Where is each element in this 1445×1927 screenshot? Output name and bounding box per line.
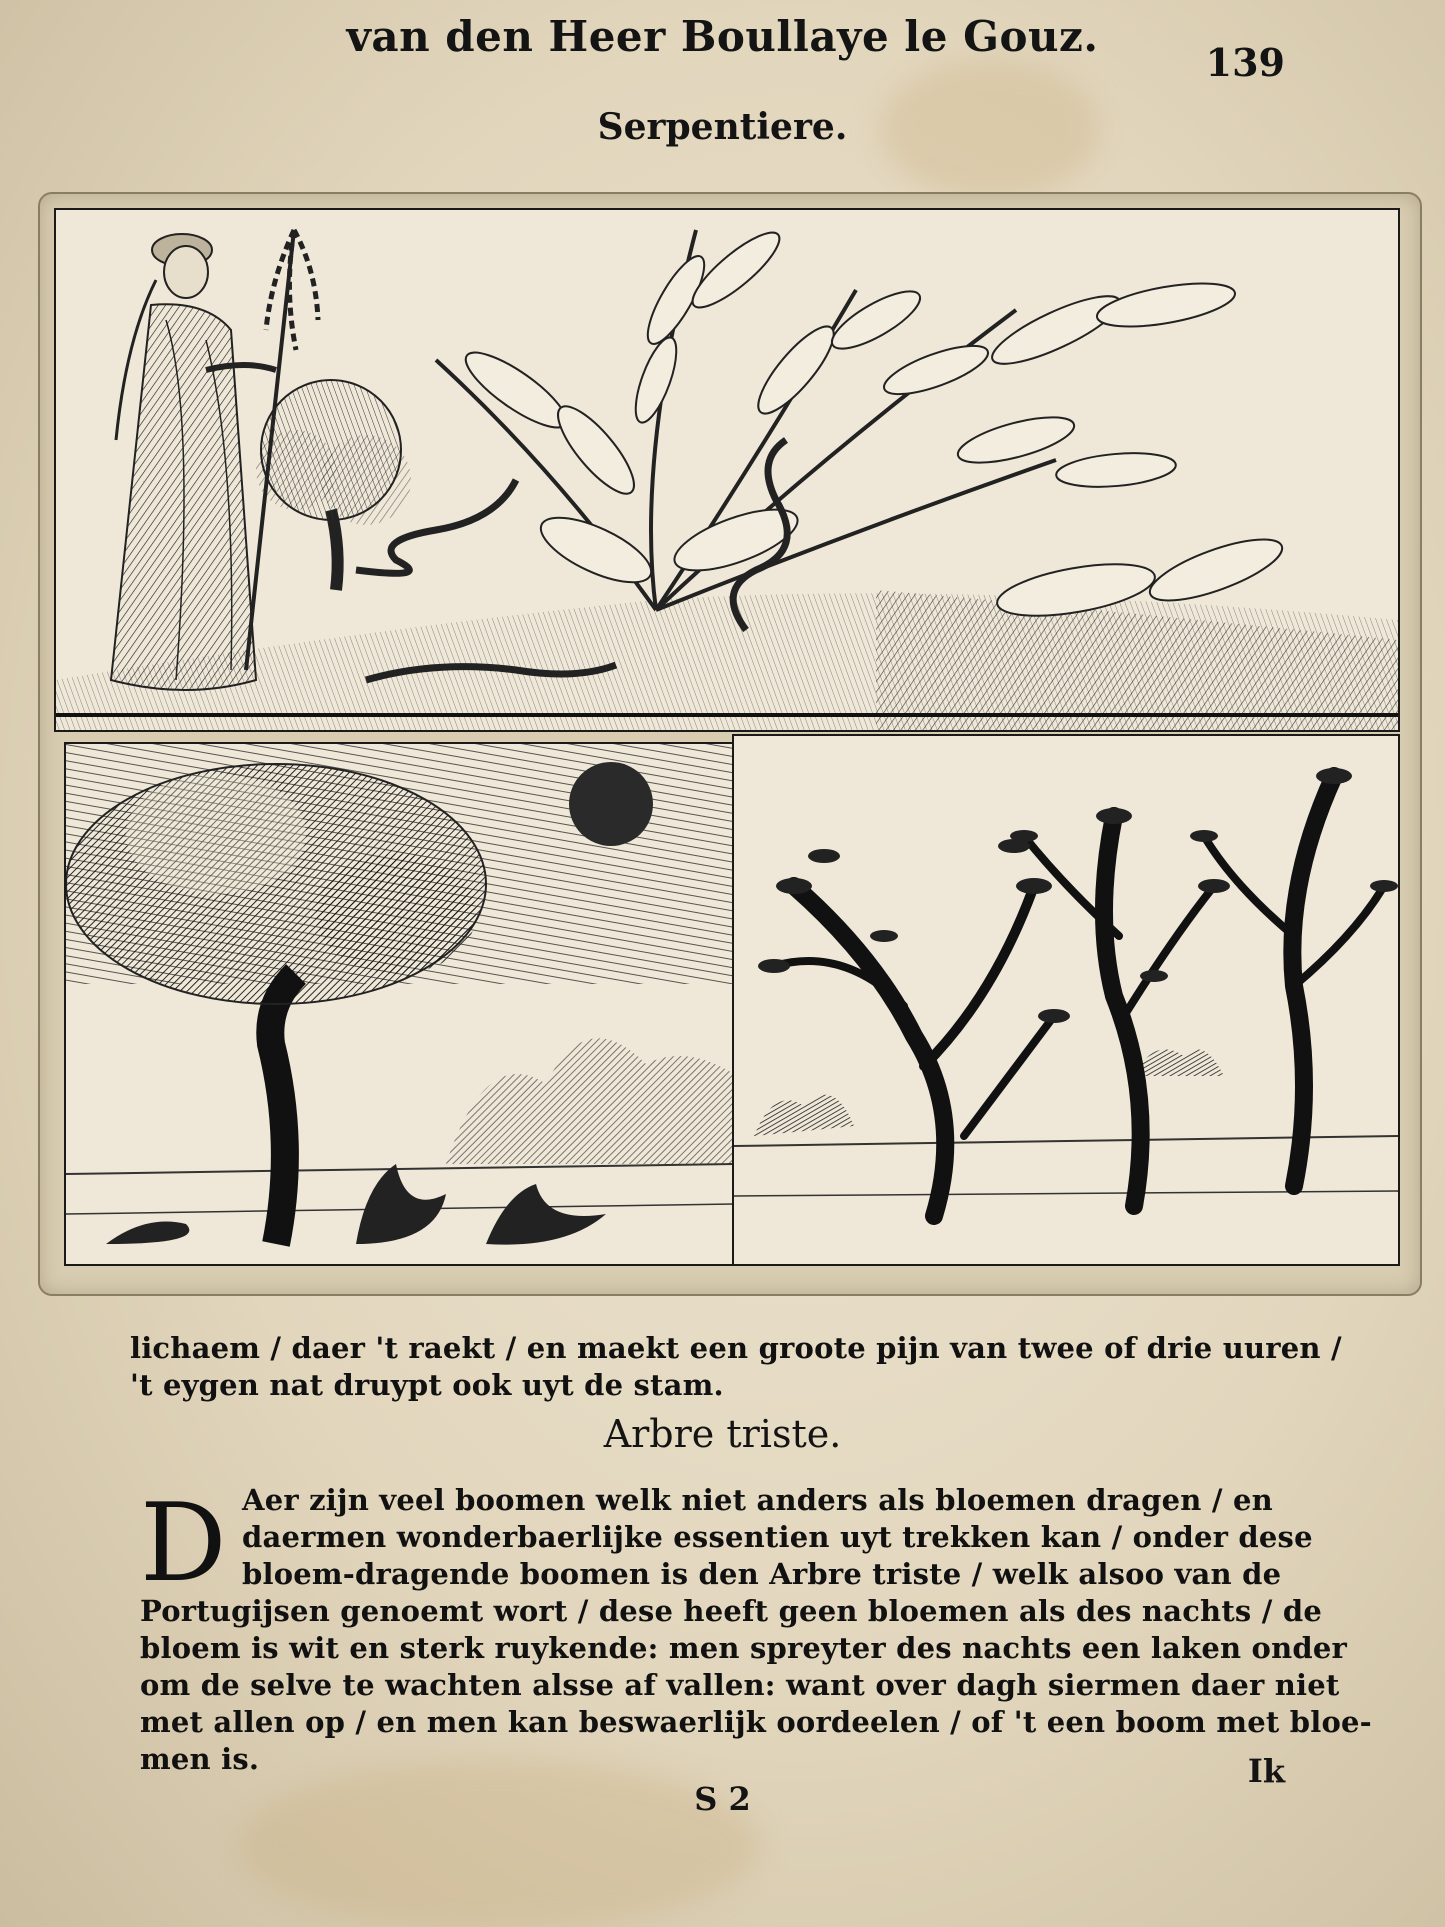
- flowering-trees-engraving: [734, 736, 1398, 1264]
- serpentiere-engraving: [56, 210, 1398, 730]
- text-line: om de selve te wachten alsse af vallen: want over dagh siermen daer niet: [140, 1668, 1340, 1702]
- page-number: 139: [1205, 40, 1285, 85]
- text-line: lichaem / daer 't raekt / en maekt een groote pijn van twee of drie uuren /: [130, 1331, 1342, 1365]
- text-line: met allen op / en men kan beswaerlijk oordeelen / of 't een boom met bloe-: [140, 1705, 1372, 1739]
- continuation-text: [130, 1330, 1342, 1404]
- flowering-trees-panel: [732, 734, 1400, 1266]
- drop-cap: D: [140, 1481, 227, 1606]
- top-engraving-panel: [54, 208, 1400, 732]
- arbre-triste-engraving: [66, 744, 734, 1264]
- text-line: daermen wonderbaerlijke essentien uyt trekken kan / onder dese: [242, 1520, 1313, 1554]
- engraving-plate: [38, 192, 1422, 1296]
- catchword: Ik: [1247, 1752, 1285, 1790]
- subheading: Arbre triste.: [603, 1412, 842, 1456]
- text-line: men is.: [140, 1742, 260, 1776]
- text-line: Portugijsen genoemt wort / dese heeft geen bloemen als des nachts / de: [140, 1594, 1322, 1628]
- paragraph-text: [140, 1482, 1372, 1778]
- text-line: bloem-dragende boomen is den Arbre triste / welk alsoo van de: [242, 1557, 1282, 1591]
- text-line: bloem is wit en sterk ruykende: men spreyter des nachts een laken onder: [140, 1631, 1347, 1665]
- text-line: 't eygen nat druypt ook uyt de stam.: [130, 1368, 724, 1402]
- text-line: Aer zijn veel boomen welk niet anders als bloemen dragen / en: [242, 1483, 1273, 1517]
- moonlit-tree-panel: [64, 742, 736, 1266]
- section-title: Serpentiere.: [597, 106, 848, 148]
- running-title: van den Heer Boullaye le Gouz.: [346, 12, 1099, 61]
- signature-mark: S 2: [694, 1780, 751, 1818]
